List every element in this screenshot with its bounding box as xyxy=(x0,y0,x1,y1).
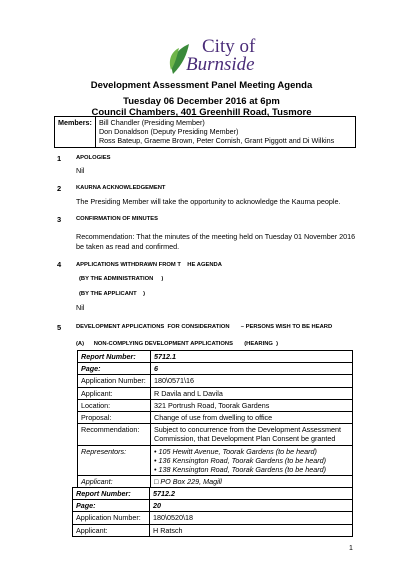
table-cell-value: 20 xyxy=(150,500,353,512)
report-table-1 xyxy=(77,350,353,488)
item-text: Recommendation: That the minutes of the meeting held on Tuesday 01 November 2016 xyxy=(76,232,356,241)
table-cell-value xyxy=(151,424,353,445)
table-cell-value: 321 Portrush Road, Toorak Gardens xyxy=(151,399,353,411)
member-line: Bill Chandler (Presiding Member) xyxy=(98,118,205,127)
meeting-venue: Council Chambers, 401 Greenhill Road, Tusmore xyxy=(91,107,312,118)
table-row xyxy=(78,424,353,445)
table-row xyxy=(73,488,353,500)
table-row xyxy=(73,500,353,512)
recommendation-line: Subject to concurrence from the Development Assessment xyxy=(154,425,341,435)
item-number: 2 xyxy=(57,184,62,193)
item-number: 5 xyxy=(57,323,62,332)
members-list xyxy=(95,117,355,148)
logo-line-1: City of xyxy=(202,36,256,57)
member-line: Don Donaldson (Deputy Presiding Member) xyxy=(98,127,239,137)
representor-item: • 105 Hewitt Avenue, Toorak Gardens (to be heard) xyxy=(154,446,317,456)
recommendation-line: Commission, that Development Plan Consent be granted xyxy=(154,434,336,444)
logo-line-2: Burnside xyxy=(186,54,255,75)
table-row xyxy=(78,387,353,399)
table-row xyxy=(78,399,353,411)
table-cell-key: Recommendation: xyxy=(78,424,151,445)
page-number: 1 xyxy=(349,545,353,552)
table-cell-key: Applicant: xyxy=(78,476,151,488)
item-heading: KAURNA ACKNOWLEDGEMENT xyxy=(76,185,166,191)
members-label: Members: xyxy=(55,117,96,148)
representor-item: • 138 Kensington Road, Toorak Gardens (to be heard) xyxy=(154,465,327,475)
table-cell-key: Application Number: xyxy=(73,512,150,524)
item-heading: DEVELOPMENT APPLICATIONS FOR CONSIDERATION – PERSONS WISH TO BE HEARD xyxy=(76,324,333,330)
item-text: Nil xyxy=(76,166,85,175)
item-number: 4 xyxy=(57,260,62,269)
table-cell-value: 5712.1 xyxy=(151,351,353,363)
table-row xyxy=(73,512,353,524)
table-row xyxy=(78,375,353,387)
item-heading: APPLICATIONS WITHDRAWN FROM T HE AGENDA xyxy=(76,262,222,268)
item-subheading: (A) NON-COMPLYING DEVELOPMENT APPLICATIONS (HEARING ) xyxy=(76,341,279,347)
members-table xyxy=(54,116,356,148)
table-cell-value xyxy=(151,445,353,476)
item-number: 3 xyxy=(57,215,62,224)
table-cell-key: Applicant: xyxy=(73,524,150,536)
meeting-date: Tuesday 06 December 2016 at 6pm xyxy=(123,96,280,107)
table-cell-key: Location: xyxy=(78,399,151,411)
table-row xyxy=(78,363,353,375)
table-row xyxy=(78,412,353,424)
table-cell-key: Report Number: xyxy=(78,351,151,363)
table-row xyxy=(73,524,353,536)
item-text: be taken as read and confirmed. xyxy=(76,242,180,251)
member-line: Ross Bateup, Graeme Brown, Peter Cornish, Grant Piggott and Di Wilkins xyxy=(98,136,335,146)
table-row xyxy=(78,351,353,363)
city-logo xyxy=(178,38,255,74)
item-heading: APOLOGIES xyxy=(76,155,111,161)
table-cell-value: 6 xyxy=(151,363,353,375)
item-text: Nil xyxy=(76,303,85,312)
item-number: 1 xyxy=(57,154,62,163)
item-text: The Presiding Member will take the opportunity to acknowledge the Kaurna people. xyxy=(76,197,341,206)
table-cell-key: Application Number: xyxy=(78,375,151,387)
page-title: Development Assessment Panel Meeting Agenda xyxy=(90,80,313,91)
table-row xyxy=(78,445,353,476)
item-subheading: (BY THE APPLICANT ) xyxy=(79,291,146,297)
table-cell-value: Change of use from dwelling to office xyxy=(151,412,353,424)
table-cell-key: Page: xyxy=(73,500,150,512)
table-cell-key: Applicant: xyxy=(78,387,151,399)
table-cell-key: Representors: xyxy=(78,445,151,476)
table-cell-value: R Davila and L Davila xyxy=(151,387,353,399)
table-cell-key: Report Number: xyxy=(73,488,150,500)
table-cell-value: □ PO Box 229, Magill xyxy=(151,476,353,488)
representor-item: • 136 Kensington Road, Toorak Gardens (to be heard) xyxy=(154,455,327,465)
table-cell-key: Proposal: xyxy=(78,412,151,424)
table-cell-key: Page: xyxy=(78,363,151,375)
table-cell-value: 180\0520\18 xyxy=(150,512,353,524)
item-subheading: (BY THE ADMINISTRATION ) xyxy=(79,276,164,282)
table-cell-value: H Ratsch xyxy=(150,524,353,536)
report-table-2 xyxy=(72,487,353,537)
table-cell-value: 5712.2 xyxy=(150,488,353,500)
item-heading: CONFIRMATION OF MINUTES xyxy=(76,216,159,222)
table-cell-value: 180\0571\16 xyxy=(151,375,353,387)
